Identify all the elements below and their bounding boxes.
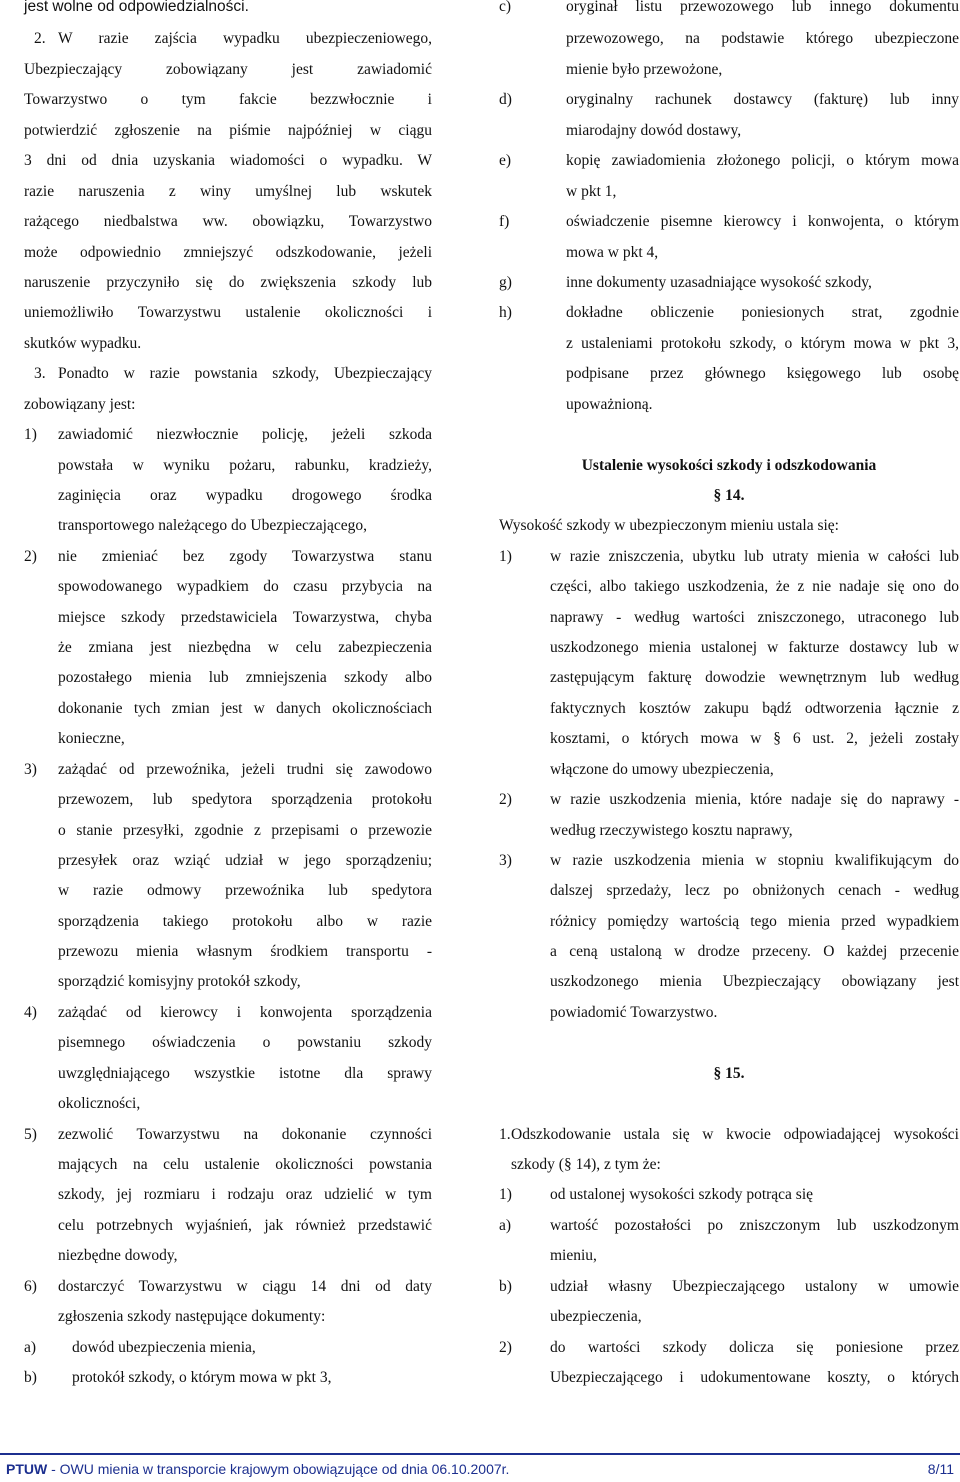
list-item bbox=[24, 544, 432, 570]
list-item bbox=[499, 148, 959, 174]
text-line: upoważnioną. bbox=[566, 396, 653, 413]
list-item bbox=[499, 1274, 959, 1300]
text-line: w razie uszkodzenia mienia, które nadaje się do naprawy - bbox=[550, 791, 959, 808]
text-line-wrapper bbox=[550, 696, 959, 722]
text-line: zgłoszenia szkody następujące dokumenty: bbox=[58, 1308, 326, 1325]
text-line: zawiadomić niezwłocznie policję, jeżeli szkoda bbox=[58, 426, 432, 443]
text-line: że zmiana jest niezbędna w celu zabezpieczenia bbox=[58, 639, 432, 656]
text-line: inne dokumenty uzasadniające wysokość szkody, bbox=[566, 274, 872, 291]
text-line: Ponadto w razie powstania szkody, Ubezpieczający bbox=[58, 365, 432, 382]
text-line: Towarzystwo o tym fakcie bezzwłocznie i bbox=[24, 91, 432, 108]
list-marker: 1) bbox=[499, 548, 512, 565]
text-line-wrapper bbox=[550, 909, 959, 935]
list-item bbox=[499, 209, 959, 235]
text-line: powstała w wyniku pożaru, rabunku, kradzieży, bbox=[58, 457, 432, 474]
text-line: dalszej sprzedaży, lecz po obniżonych cenach - według bbox=[550, 882, 959, 899]
text-line: z ustaleniami protokołu szkody, o którym mowa w pkt 3, bbox=[566, 335, 959, 352]
text-line: mieniu, bbox=[550, 1247, 597, 1264]
list-marker: 2) bbox=[499, 791, 512, 808]
text-line: naruszenie przyczyniło się do zwiększenia szkody lub bbox=[24, 274, 432, 291]
list-item bbox=[24, 1000, 432, 1026]
text-line-wrapper bbox=[566, 26, 959, 52]
text-line: naprawy - według wartości zniszczonego, utraconego lub bbox=[550, 609, 959, 626]
text-line: Ubezpieczający zobowiązany jest zawiadomić bbox=[24, 61, 432, 78]
text-line: konieczne, bbox=[58, 730, 125, 747]
text-line-wrapper bbox=[550, 605, 959, 631]
text-line-wrapper bbox=[58, 939, 432, 965]
text-line: przewozowego, na podstawie którego ubezpieczone bbox=[566, 30, 959, 47]
list-item bbox=[499, 1122, 959, 1148]
list-marker: 2. bbox=[34, 30, 46, 47]
footer-rule bbox=[0, 1453, 960, 1455]
text-line-wrapper bbox=[550, 1304, 959, 1330]
text-line: miarodajny dowód dostawy, bbox=[566, 122, 742, 139]
text-line-wrapper bbox=[24, 179, 432, 205]
text-line-wrapper bbox=[58, 483, 432, 509]
text-line: dokładne obliczenie poniesionych strat, zgodnie bbox=[566, 304, 959, 321]
text-line-wrapper bbox=[58, 665, 432, 691]
text-line-wrapper bbox=[24, 87, 432, 113]
text-line-wrapper bbox=[58, 1091, 432, 1117]
text-line: szkody (§ 14), z tym że: bbox=[511, 1156, 661, 1173]
list-marker: 1) bbox=[24, 426, 37, 443]
text-line: protokół szkody, o którym mowa w pkt 3, bbox=[72, 1369, 332, 1386]
text-line-wrapper bbox=[58, 878, 432, 904]
text-line: pozostałego mienia lub zmniejszenia szkody albo bbox=[58, 669, 432, 686]
list-marker: 6) bbox=[24, 1278, 37, 1295]
text-line-wrapper bbox=[58, 969, 432, 995]
list-marker: d) bbox=[499, 91, 512, 108]
text-line: niezbędne dowody, bbox=[58, 1247, 178, 1264]
text-line: miejsce szkody przedstawiciela Towarzystwa, chyba bbox=[58, 609, 432, 626]
text-line: uszkodzonego mienia ustalonej w fakturze dostawcy lub w bbox=[550, 639, 959, 656]
text-line-wrapper bbox=[58, 453, 432, 479]
text-line: mowa w pkt 4, bbox=[566, 244, 659, 261]
footer-brand: PTUW bbox=[6, 1461, 48, 1477]
text-line: zaginięcia oraz wypadku drogowego środka bbox=[58, 487, 432, 504]
text-line: zastępującym fakturę dowodzie wewnętrznym lub według bbox=[550, 669, 959, 686]
text-line-wrapper bbox=[58, 1030, 432, 1056]
list-item bbox=[499, 848, 959, 874]
list-marker: 4) bbox=[24, 1004, 37, 1021]
list-marker: 2) bbox=[499, 1339, 512, 1356]
text-line: oświadczenie pisemne kierowcy i konwojenta, o którym bbox=[566, 213, 959, 230]
text-line: sporządzić komisyjny protokół szkody, bbox=[58, 973, 301, 990]
text-line: przewozem, lub spedytora sporządzenia protokołu bbox=[58, 791, 432, 808]
text-line: spowodowanego wypadkiem do czasu przybycia na bbox=[58, 578, 432, 595]
text-line-wrapper bbox=[58, 818, 432, 844]
text-line: przewozu mienia własnym środkiem transportu - bbox=[58, 943, 432, 960]
text-line-wrapper bbox=[58, 1152, 432, 1178]
list-item bbox=[24, 1274, 432, 1300]
list-marker: 3. bbox=[34, 365, 46, 382]
text-line-wrapper bbox=[58, 726, 432, 752]
text-line-wrapper bbox=[550, 635, 959, 661]
text-line: Ubezpieczającego i udokumentowane koszty, o których bbox=[550, 1369, 959, 1386]
list-marker: 3) bbox=[24, 761, 37, 778]
list-item bbox=[24, 1122, 432, 1148]
text-line-wrapper bbox=[566, 392, 959, 418]
text-line: razie naruszenia z winy umyślnej lub wskutek bbox=[24, 183, 432, 200]
list-item bbox=[499, 1335, 959, 1361]
text-line-wrapper bbox=[58, 1304, 432, 1330]
text-line-wrapper bbox=[24, 240, 432, 266]
list-marker: e) bbox=[499, 152, 512, 169]
page-number: 8/11 bbox=[927, 1461, 954, 1477]
text-line: powiadomić Towarzystwo. bbox=[550, 1004, 718, 1021]
text-line-wrapper bbox=[550, 757, 959, 783]
text-line: skutków wypadku. bbox=[24, 335, 142, 352]
text-line: oryginalny rachunek dostawcy (fakturę) lub inny bbox=[566, 91, 959, 108]
text-line-wrapper bbox=[566, 331, 959, 357]
text-line-wrapper bbox=[58, 635, 432, 661]
text-line: w razie zniszczenia, ubytku lub utraty mienia w całości lub bbox=[550, 548, 959, 565]
text-line: dowód ubezpieczenia mienia, bbox=[72, 1339, 256, 1356]
text-line-wrapper bbox=[550, 1365, 959, 1391]
text-line-wrapper bbox=[550, 1243, 959, 1269]
text-line-wrapper bbox=[58, 848, 432, 874]
list-item bbox=[499, 787, 959, 813]
footer-title bbox=[6, 1461, 509, 1477]
list-item bbox=[34, 361, 432, 387]
section-heading: Ustalenie wysokości szkody i odszkodowania bbox=[581, 457, 877, 474]
list-item bbox=[499, 1213, 959, 1239]
text-line: w razie odmowy przewoźnika lub spedytora bbox=[58, 882, 432, 899]
text-line-wrapper bbox=[24, 57, 432, 83]
text-line-wrapper bbox=[566, 179, 959, 205]
text-line: transportowego należącego do Ubezpieczającego, bbox=[58, 517, 367, 534]
text-line: a ceną ustaloną w drodze przeceny. O każdej przecenie bbox=[550, 943, 959, 960]
text-line: dokonanie tych zmian jest w danych okolicznościach bbox=[58, 700, 432, 717]
text-line: zażądać od przewoźnika, jeżeli trudni się zawodowo bbox=[58, 761, 432, 778]
text-line: udział własny Ubezpieczającego ustalony w umowie bbox=[550, 1278, 959, 1295]
list-marker: 1. bbox=[499, 1126, 511, 1143]
text-line: nie zmieniać bez zgody Towarzystwa stanu bbox=[58, 548, 432, 565]
text-line: pisemnego oświadczenia o powstaniu szkody bbox=[58, 1034, 432, 1051]
text-line-wrapper bbox=[58, 909, 432, 935]
text-line-wrapper bbox=[58, 513, 432, 539]
list-item bbox=[24, 757, 432, 783]
text-line-wrapper bbox=[24, 118, 432, 144]
text-line: W razie zajścia wypadku ubezpieczeniowego, bbox=[58, 30, 432, 47]
text-line-wrapper bbox=[511, 1152, 959, 1178]
text-line: uwzględniającego wszystkie istotne dla sprawy bbox=[58, 1065, 432, 1082]
text-line: faktycznych kosztów zakupu bądź odtworzenia łącznie z bbox=[550, 700, 959, 717]
text-line-wrapper bbox=[58, 787, 432, 813]
text-line-wrapper bbox=[550, 969, 959, 995]
text-line-wrapper bbox=[24, 392, 432, 418]
list-item bbox=[499, 1182, 959, 1208]
list-item bbox=[499, 87, 959, 113]
text-line: Wysokość szkody w ubezpieczonym mieniu ustala się: bbox=[499, 517, 839, 534]
text-line: zobowiązany jest: bbox=[24, 396, 136, 413]
section-heading: § 15. bbox=[713, 1065, 745, 1082]
text-line: w pkt 1, bbox=[566, 183, 617, 200]
text-line: celu potrzebnych wyjaśnień, jak również przedstawić bbox=[58, 1217, 432, 1234]
text-line: potwierdzić zgłoszenie na piśmie najpóźniej w ciągu bbox=[24, 122, 432, 139]
text-line: części, albo takiego uszkodzenia, że z nie nadaje się ono do bbox=[550, 578, 959, 595]
text-line-wrapper bbox=[550, 939, 959, 965]
list-marker: 3) bbox=[499, 852, 512, 869]
text-line: może odpowiednio zmniejszyć odszkodowanie, jeżeli bbox=[24, 244, 432, 261]
text-line-wrapper bbox=[550, 726, 959, 752]
text-line: sporządzenia takiego protokołu albo w razie bbox=[58, 913, 432, 930]
list-marker: g) bbox=[499, 274, 512, 291]
list-item bbox=[499, 0, 959, 20]
text-line: włączone do umowy ubezpieczenia, bbox=[550, 761, 774, 778]
text-line-wrapper bbox=[566, 118, 959, 144]
list-marker: 1) bbox=[499, 1186, 512, 1203]
list-item bbox=[24, 1335, 432, 1361]
list-item bbox=[34, 26, 432, 52]
text-line: szkody, jej rozmiaru i rodzaju oraz udzielić w tym bbox=[58, 1186, 432, 1203]
list-item bbox=[499, 300, 959, 326]
text-line-wrapper bbox=[550, 574, 959, 600]
text-line-wrapper bbox=[58, 1213, 432, 1239]
text-line: uniemożliwiło Towarzystwu ustalenie okoliczności i bbox=[24, 304, 432, 321]
page-footer bbox=[0, 1453, 960, 1482]
list-marker: b) bbox=[499, 1278, 512, 1295]
text-line-wrapper bbox=[566, 361, 959, 387]
footer-document-title: - OWU mienia w transporcie krajowym obowiązujące od dnia 06.10.2007r. bbox=[47, 1461, 510, 1477]
text-line-wrapper bbox=[58, 696, 432, 722]
text-line: według rzeczywistego kosztu naprawy, bbox=[550, 822, 793, 839]
text-line: o stanie przesyłki, zgodnie z przepisami o przewozie bbox=[58, 822, 432, 839]
text-line-wrapper bbox=[24, 300, 432, 326]
text-line: w razie uszkodzenia mienia w stopniu kwalifikującym do bbox=[550, 852, 959, 869]
list-marker: a) bbox=[499, 1217, 512, 1234]
list-marker: 2) bbox=[24, 548, 37, 565]
list-item bbox=[24, 1365, 432, 1391]
list-item bbox=[499, 270, 959, 296]
text-line: mienie było przewożone, bbox=[566, 61, 723, 78]
text-line-wrapper bbox=[58, 1243, 432, 1269]
section-heading: § 14. bbox=[713, 487, 745, 504]
text-line: Odszkodowanie ustala się w kwocie odpowiadającej wysokości bbox=[511, 1126, 959, 1143]
text-line: oryginał listu przewozowego lub innego dokumentu bbox=[566, 0, 959, 15]
text-line: jest wolne od odpowiedzialności. bbox=[24, 0, 249, 15]
text-line: uszkodzonego mienia Ubezpieczający obowiązany jest bbox=[550, 973, 959, 990]
text-line: mających na celu ustalenie okoliczności powstania bbox=[58, 1156, 432, 1173]
text-line-wrapper bbox=[58, 1061, 432, 1087]
text-line: 3 dni od dnia uzyskania wiadomości o wypadku. W bbox=[24, 152, 432, 169]
text-line: wartość pozostałości po zniszczonym lub uszkodzonym bbox=[550, 1217, 959, 1234]
text-line-wrapper bbox=[58, 574, 432, 600]
text-line: od ustalonej wysokości szkody potrąca się bbox=[550, 1186, 814, 1203]
text-line: kopię zawiadomienia złożonego policji, o którym mowa bbox=[566, 152, 959, 169]
text-line: zażądać od kierowcy i konwojenta sporządzenia bbox=[58, 1004, 432, 1021]
text-line-wrapper bbox=[499, 513, 959, 539]
text-line: podpisane przez głównego księgowego lub osobę bbox=[566, 365, 959, 382]
text-line-wrapper bbox=[550, 665, 959, 691]
text-line-wrapper bbox=[24, 148, 432, 174]
list-item bbox=[499, 544, 959, 570]
text-line-wrapper bbox=[24, 209, 432, 235]
list-marker: h) bbox=[499, 304, 512, 321]
text-line: okoliczności, bbox=[58, 1095, 141, 1112]
text-line: kosztami, o których mowa w § 6 ust. 2, jeżeli zostały bbox=[550, 730, 959, 747]
text-line: rażącego niedbalstwa ww. obowiązku, Towarzystwo bbox=[24, 213, 432, 230]
list-item bbox=[24, 422, 432, 448]
list-marker: c) bbox=[499, 0, 512, 15]
text-line-wrapper bbox=[58, 605, 432, 631]
text-line: różnicy pomiędzy wartością tego mienia przed wypadkiem bbox=[550, 913, 959, 930]
text-line: ubezpieczenia, bbox=[550, 1308, 642, 1325]
text-line-wrapper bbox=[550, 1000, 959, 1026]
text-line-wrapper bbox=[550, 878, 959, 904]
text-line-wrapper bbox=[58, 1182, 432, 1208]
text-line-wrapper bbox=[24, 270, 432, 296]
text-line: do wartości szkody dolicza się poniesione przez bbox=[550, 1339, 959, 1356]
list-marker: b) bbox=[24, 1369, 37, 1386]
list-marker: 5) bbox=[24, 1126, 37, 1143]
text-line: przesyłek oraz wziąć udział w jego sporządzeniu; bbox=[58, 852, 432, 869]
list-marker: a) bbox=[24, 1339, 37, 1356]
text-line: zezwolić Towarzystwu na dokonanie czynności bbox=[58, 1126, 432, 1143]
list-marker: f) bbox=[499, 213, 510, 230]
text-line-wrapper bbox=[566, 57, 959, 83]
text-line-wrapper bbox=[566, 240, 959, 266]
text-line-wrapper bbox=[550, 818, 959, 844]
text-line: dostarczyć Towarzystwu w ciągu 14 dni od daty bbox=[58, 1278, 432, 1295]
text-line-wrapper bbox=[24, 331, 432, 357]
